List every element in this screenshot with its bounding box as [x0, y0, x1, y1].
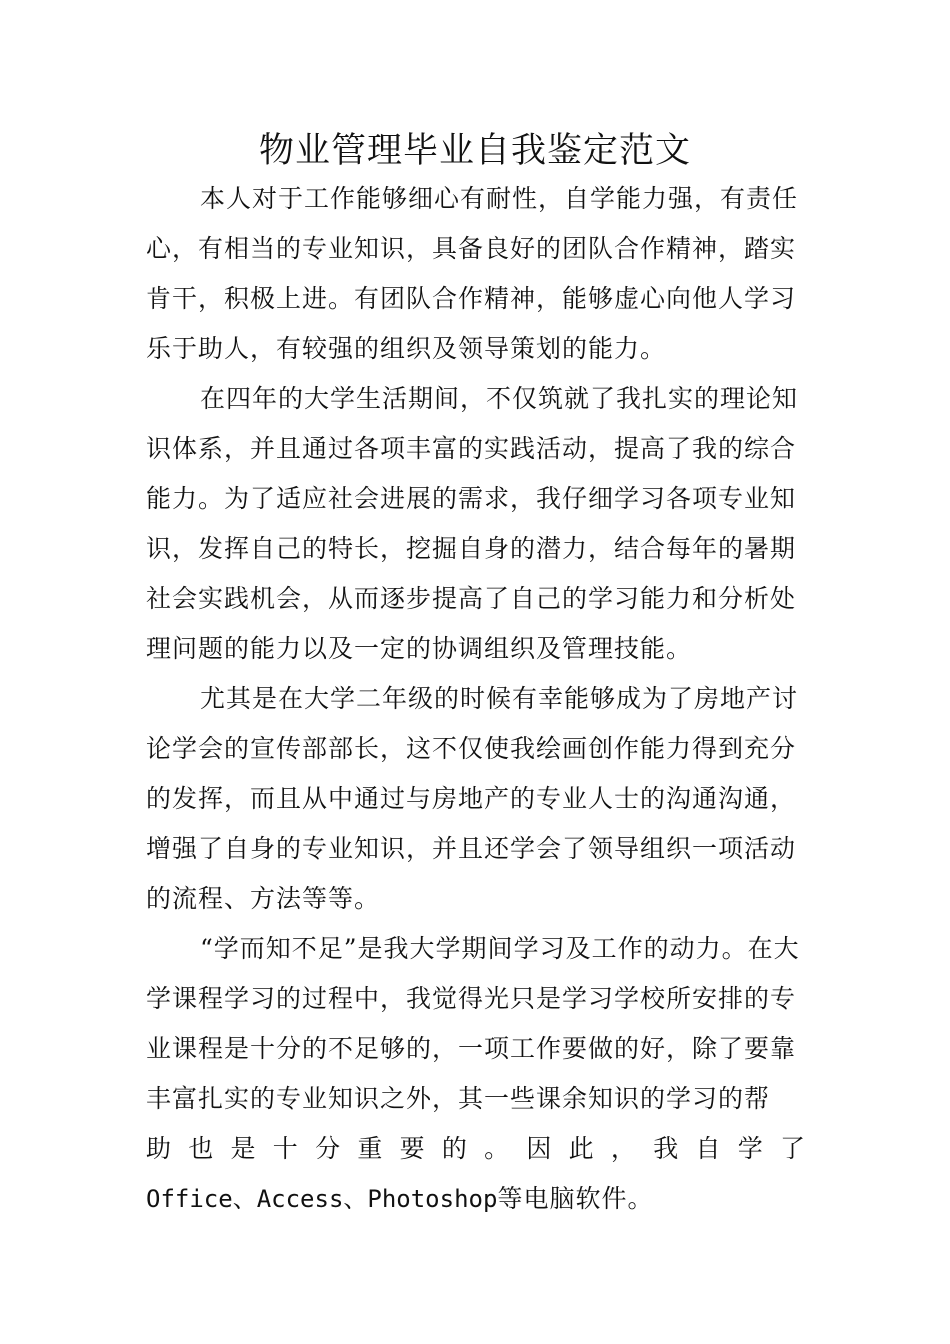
- paragraph-1: 本人对于工作能够细心有耐性，自学能力强，有责任心，有相当的专业知识，具备良好的团队合作精神，踏实肯干，积极上进。有团队合作精神，能够虚心向他人学习乐于助人，有较强的组织及领导策划的能力。: [146, 184, 799, 363]
- spaced-char: 重: [357, 1134, 384, 1163]
- spaced-char: 十: [272, 1134, 299, 1163]
- document-title: 物业管理毕业自我鉴定范文: [258, 131, 691, 171]
- paragraph-4-last-line: [146, 1174, 806, 1224]
- paragraph-2: 在四年的大学生活期间，不仅筑就了我扎实的理论知识体系，并且通过各项丰富的实践活动，提高了我的综合能力。为了适应社会进展的需求，我仔细学习各项专业知识，发挥自己的特长，挖掘自身的潜力，结合每年的暑期社会实践机会，从而逐步提高了自己的学习能力和分析处理问题的能力以及一定的协调组织及管理技能。: [146, 384, 799, 663]
- paragraph-4-spaced-line: [146, 1124, 806, 1174]
- spaced-char: 了: [779, 1134, 806, 1163]
- paragraph-4: “学而知不足”是我大学期间学习及工作的动力。在大学课程学习的过程中，我觉得光只是学习学校所安排的专业课程是十分的不足够的，一项工作要做的好，除了要靠丰富扎实的专业知识之外，其一些课余知识的学习的帮: [146, 934, 800, 1113]
- document-body: [146, 174, 806, 1224]
- spaced-char: 要: [399, 1134, 426, 1163]
- spaced-char: 的: [441, 1134, 468, 1163]
- paragraph-3: 尤其是在大学二年级的时候有幸能够成为了房地产讨论学会的宣传部部长，这不仅使我绘画创作能力得到充分的发挥，而且从中通过与房地产的专业人士的沟通沟通，增强了自身的专业知识，并且还学会了领导组织一项活动的流程、方法等等。: [146, 684, 799, 913]
- spaced-char: 因: [526, 1134, 553, 1163]
- spaced-char: ，: [610, 1134, 637, 1163]
- spaced-char: 助: [146, 1134, 173, 1163]
- spaced-char: 也: [188, 1134, 215, 1163]
- spaced-char: 我: [653, 1134, 680, 1163]
- last-line-tail: 等电脑软件。: [497, 1184, 654, 1213]
- spaced-char: 学: [737, 1134, 764, 1163]
- spaced-char: 分: [315, 1134, 342, 1163]
- software-list: Office、Access、Photoshop: [146, 1185, 498, 1213]
- spaced-char: 此: [568, 1134, 595, 1163]
- spaced-char: 是: [230, 1134, 257, 1163]
- spaced-char: 。: [484, 1134, 511, 1163]
- spaced-char: 自: [695, 1134, 722, 1163]
